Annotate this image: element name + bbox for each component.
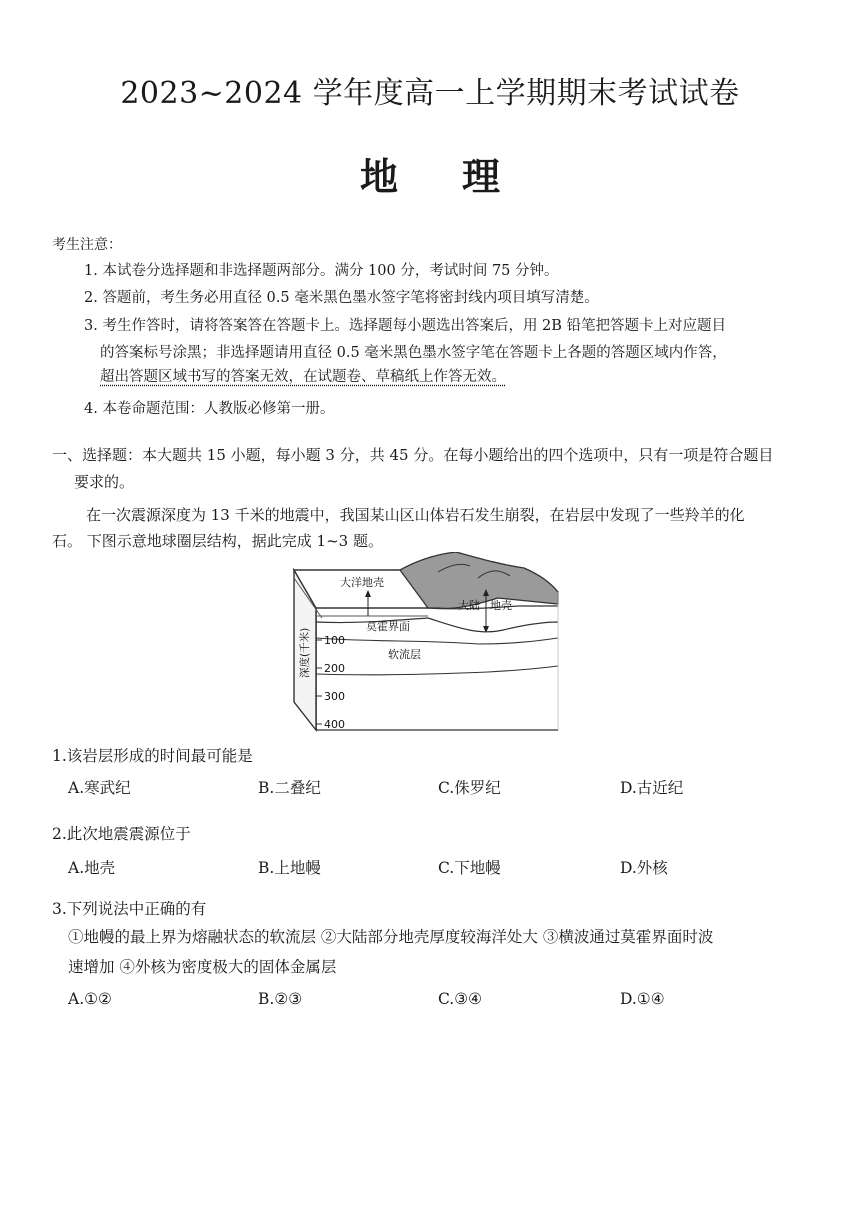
note-3-emphasis: 超出答题区域书写的答案无效，在试题卷、草稿纸上作答无效。	[100, 369, 506, 385]
question-2-stem: 2.此次地震震源位于	[52, 825, 191, 843]
subject-title	[0, 146, 860, 201]
note-2: 2. 答题前，考生务必用直径 0.5 毫米黑色墨水签字笔将密封线内项目填写清楚。	[84, 290, 599, 306]
q3-option-b[interactable]: B.②③	[258, 990, 303, 1008]
q1-option-b[interactable]: B.二叠纪	[258, 779, 321, 797]
note-1: 1. 本试卷分选择题和非选择题两部分。满分 100 分，考试时间 75 分钟。	[84, 263, 559, 279]
subject-char-1: 地	[359, 155, 398, 199]
label-asthenosphere: 软流层	[388, 648, 421, 661]
q1-option-c[interactable]: C.侏罗纪	[438, 779, 501, 797]
question-3-body	[68, 922, 818, 982]
earth-layers-diagram	[288, 552, 563, 734]
depth-axis-label: 深度(千米)	[299, 627, 311, 678]
passage-line-1: 在一次震源深度为 13 千米的地震中，我国某山区山体岩石发生崩裂，在岩层中发现了一些羚羊的化	[86, 506, 745, 524]
label-moho: 莫霍界面	[366, 620, 410, 633]
subject-char-2: 理	[462, 155, 501, 199]
note-3: 3. 考生作答时，请将答案答在答题卡上。选择题每小题选出答案后，用 2B 铅笔把答题卡上对应题目	[84, 318, 727, 334]
depth-tick-200: 200	[324, 662, 345, 675]
q1-option-d[interactable]: D.古近纪	[620, 779, 684, 797]
q3-option-c[interactable]: C.③④	[438, 990, 483, 1008]
depth-tick-300: 300	[324, 690, 345, 703]
passage-line-2: 石。 下图示意地球圈层结构，据此完成 1~3 题。	[52, 532, 383, 550]
section-1-heading-cont: 要求的。	[74, 473, 135, 491]
question-1-stem: 1.该岩层形成的时间最可能是	[52, 747, 253, 765]
label-continent-crust-b: 地壳	[490, 599, 512, 612]
note-4: 4. 本卷命题范围：人教版必修第一册。	[84, 401, 335, 417]
depth-tick-100: 100	[324, 634, 345, 647]
q3-option-d[interactable]: D.①④	[620, 990, 665, 1008]
notes-label: 考生注意：	[52, 237, 122, 253]
question-3-body-line-1: ①地幔的最上界为熔融状态的软流层 ②大陆部分地壳厚度较海洋处大 ③横波通过莫霍界面时波	[68, 928, 714, 946]
depth-tick-400: 400	[324, 718, 345, 731]
label-ocean-crust: 大洋地壳	[340, 576, 384, 589]
note-3-cont: 的答案标号涂黑；非选择题请用直径 0.5 毫米黑色墨水签字笔在答题卡上各题的答题区域内作答，	[100, 345, 727, 361]
question-3-stem: 3.下列说法中正确的有	[52, 900, 207, 918]
q2-option-b[interactable]: B.上地幔	[258, 859, 321, 877]
q2-option-a[interactable]: A.地壳	[68, 859, 116, 877]
q2-option-c[interactable]: C.下地幔	[438, 859, 501, 877]
label-continent-crust-a: 大陆	[458, 599, 480, 612]
exam-title: 2023~2024 学年度高一上学期期末考试试卷	[120, 76, 740, 111]
q3-option-a[interactable]: A.①②	[68, 990, 112, 1008]
q2-option-d[interactable]: D.外核	[620, 859, 668, 877]
q1-option-a[interactable]: A.寒武纪	[68, 779, 131, 797]
section-1-heading: 一、选择题：本大题共 15 小题，每小题 3 分，共 45 分。在每小题给出的四个选项中，只有一项是符合题目	[52, 446, 774, 464]
question-3-body-line-2: 速增加 ④外核为密度极大的固体金属层	[68, 958, 337, 976]
